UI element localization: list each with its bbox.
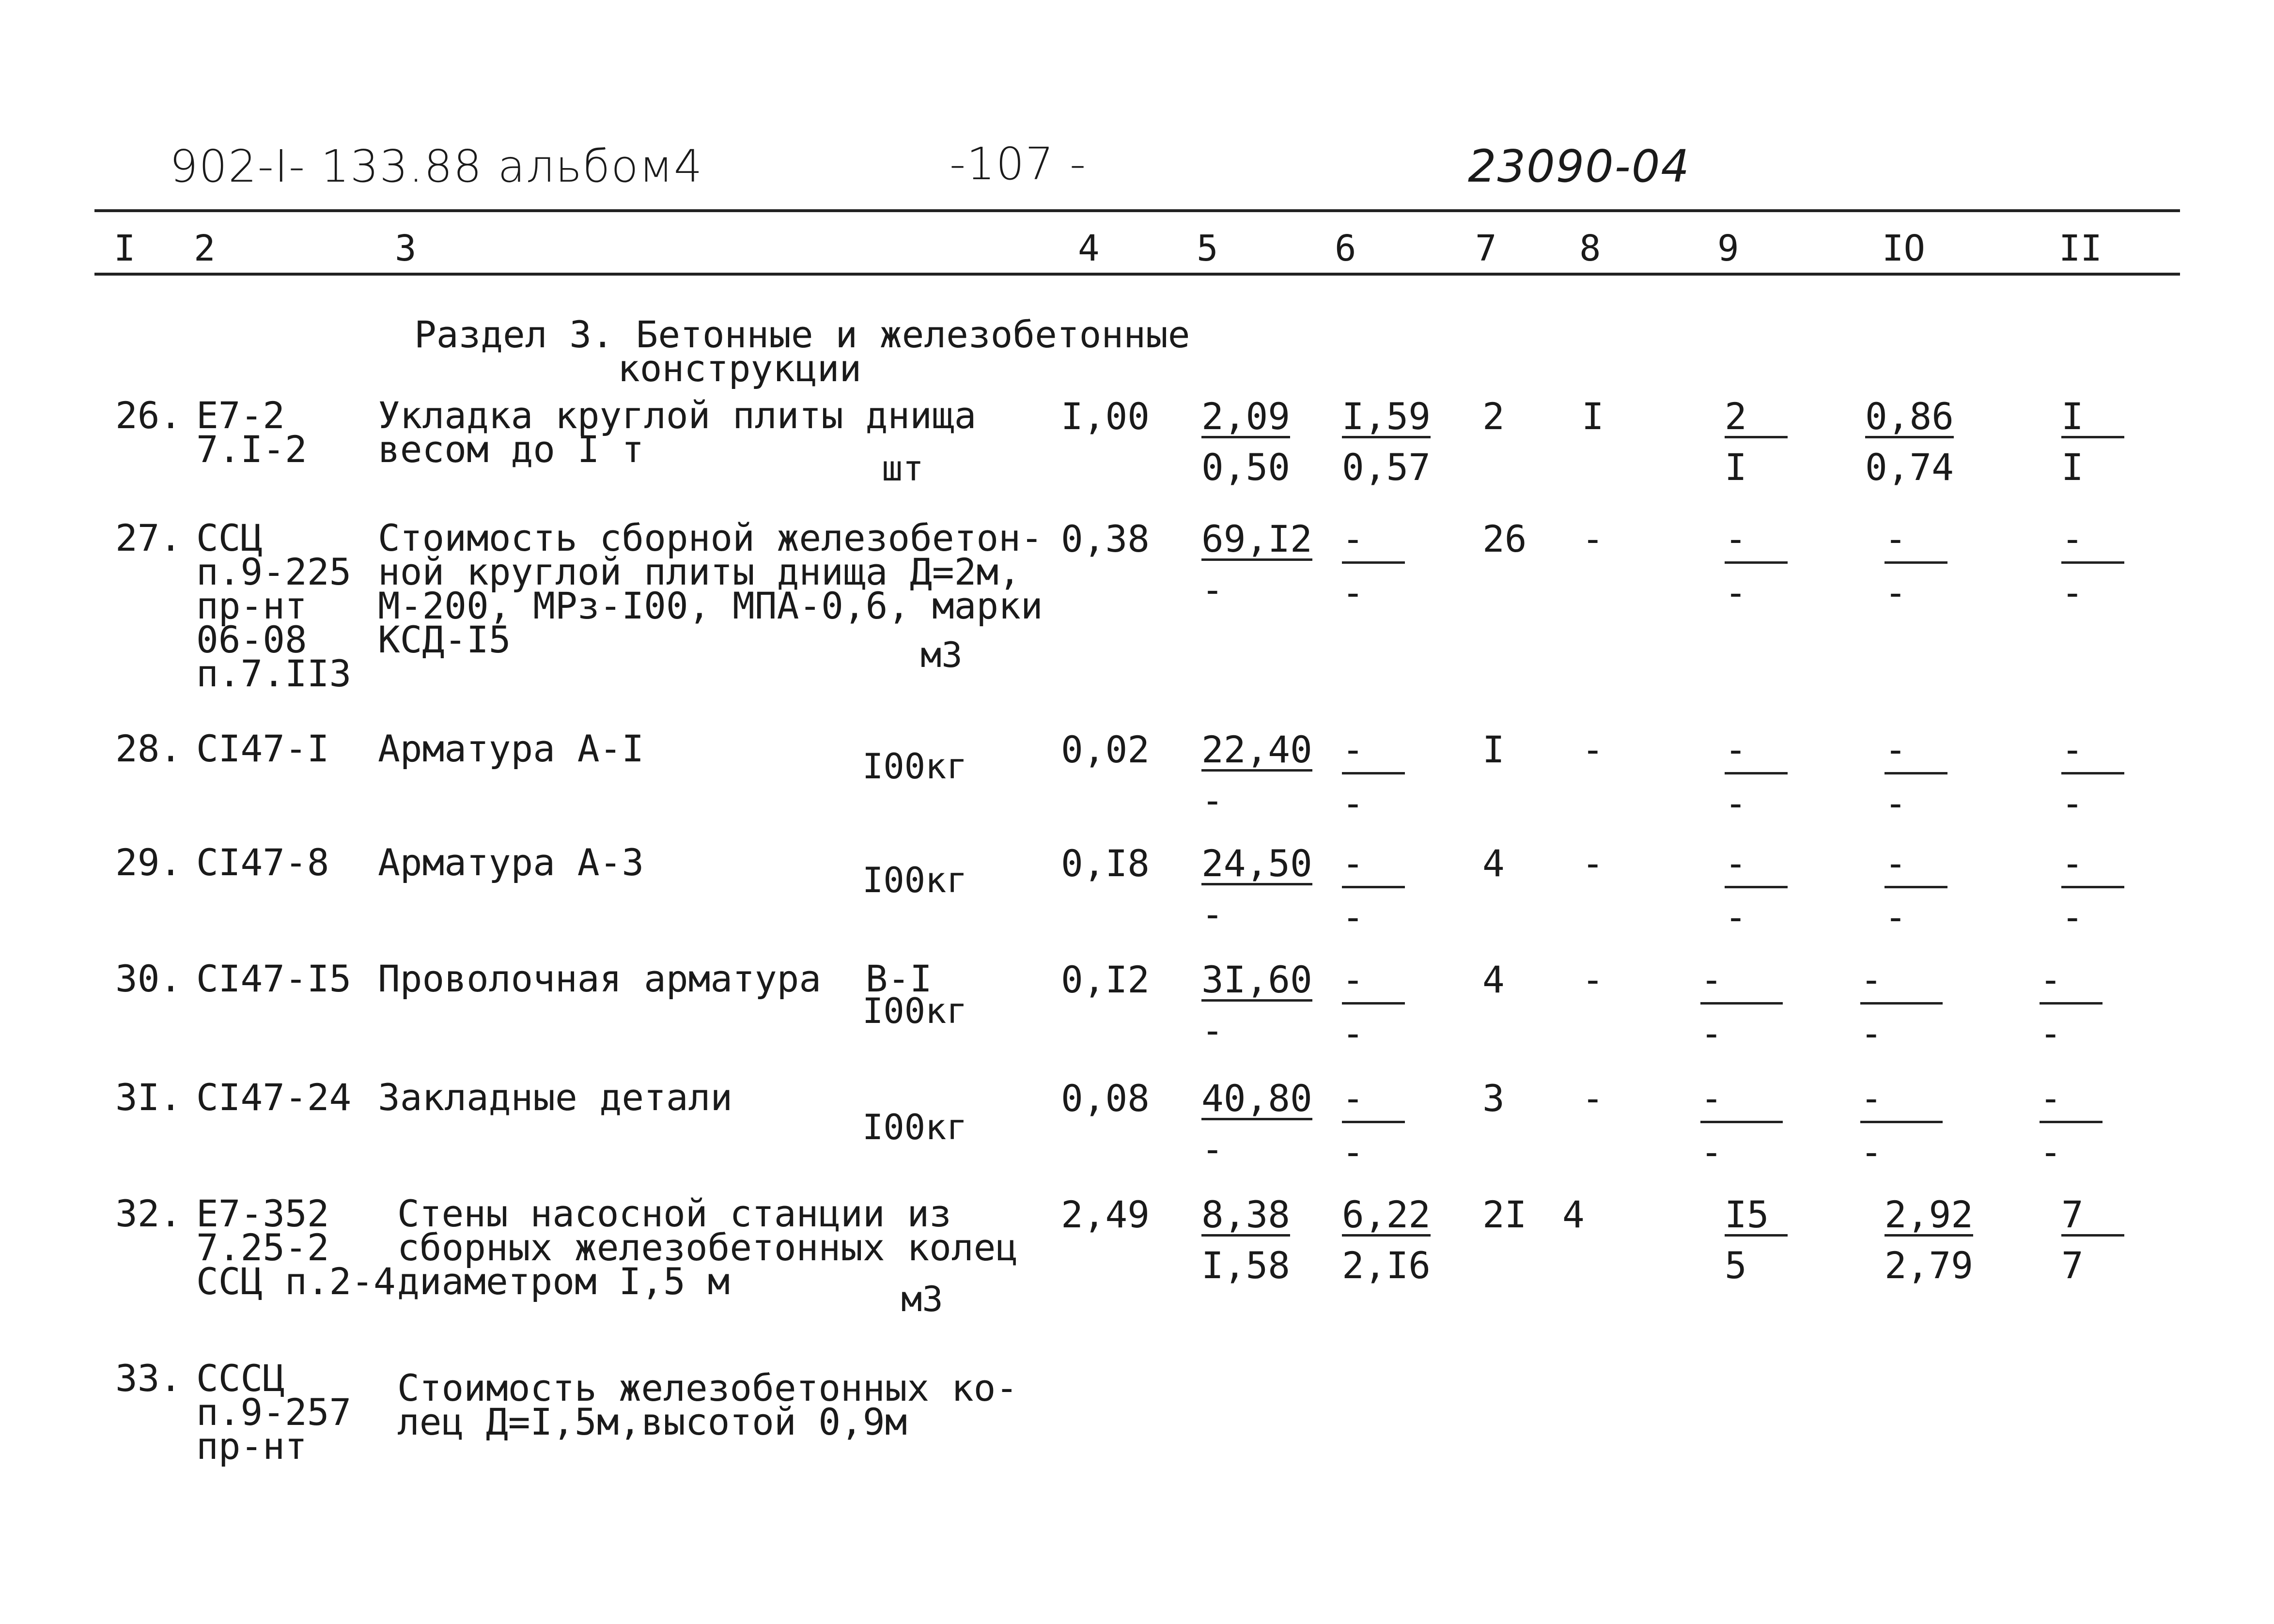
row-description: сборных железобетонных колец (397, 1226, 1018, 1269)
fraction-top: - (2061, 521, 2124, 564)
fraction-bottom: - (2061, 896, 2084, 939)
row-number: 33. (115, 1357, 182, 1400)
total-col-7: 4 (1482, 842, 1505, 885)
fraction-top: - (2040, 1080, 2103, 1123)
row-code: 7.25-2 (196, 1226, 329, 1269)
section-title: Раздел 3. Бетонные и железобетонные (414, 313, 1190, 356)
fraction-bottom: - (1201, 893, 1224, 936)
row-code: СССЦ (196, 1357, 285, 1400)
fraction-top: - (1342, 521, 1405, 564)
total-col-8: - (1582, 842, 1604, 885)
fraction-bottom: - (2061, 782, 2084, 825)
row-description: Арматура А-3 (378, 841, 644, 884)
header-top-rule (94, 209, 2180, 212)
fraction-top: 69,I2 (1201, 517, 1312, 560)
fraction-bottom: - (1342, 1130, 1364, 1174)
column-number: I (114, 228, 136, 269)
fraction-bottom: - (1342, 782, 1364, 825)
fraction-bottom: - (1201, 1009, 1224, 1052)
document-code: 902-I- 133.88 альбом4 (170, 140, 703, 192)
fraction-top: - (1700, 1080, 1783, 1123)
row-code: 7.I-2 (196, 428, 307, 471)
fraction-bottom: - (2061, 571, 2084, 614)
fraction-bottom: - (1201, 779, 1224, 822)
fraction-bottom: - (1201, 1128, 1224, 1171)
fraction-top: 24,50 (1201, 842, 1312, 885)
fraction-top: - (2061, 845, 2124, 888)
fraction-top: 6,22 (1342, 1193, 1431, 1236)
column-number: 7 (1475, 228, 1497, 269)
row-number: 32. (115, 1192, 182, 1235)
total-col-10 (1860, 1077, 1943, 1174)
row-code: ССЦ п.2-4 (196, 1260, 396, 1303)
quantity: 0,I8 (1061, 842, 1150, 885)
column-number: 5 (1197, 228, 1218, 269)
row-code: СI47-I5 (196, 957, 352, 1000)
unit-cost-2 (1342, 1077, 1405, 1174)
total-col-7: 3 (1482, 1077, 1505, 1120)
row-code: ССЦ (196, 516, 263, 559)
unit-cost (1201, 517, 1312, 611)
total-col-7: 26 (1482, 517, 1527, 560)
total-col-8: - (1582, 728, 1604, 771)
unit-cost (1201, 395, 1291, 489)
fraction-top: - (1725, 845, 1788, 888)
total-col-11 (2040, 1077, 2103, 1174)
header-bottom-rule (94, 273, 2180, 276)
total-col-11 (2061, 842, 2124, 939)
fraction-top: - (1342, 961, 1405, 1005)
fraction-top: 2,09 (1201, 395, 1291, 438)
row-code: 06-08 (196, 618, 307, 661)
fraction-top: 3I,60 (1201, 958, 1312, 1001)
total-col-7: 2 (1482, 395, 1505, 438)
fraction-bottom: 2,79 (1885, 1244, 1974, 1287)
row-unit: м3 (920, 634, 963, 675)
fraction-bottom: 2,I6 (1342, 1244, 1431, 1287)
unit-cost-2 (1342, 728, 1405, 825)
total-col-10 (1860, 958, 1943, 1055)
total-col-11 (2040, 958, 2103, 1055)
unit-cost (1201, 842, 1312, 936)
unit-cost-2 (1342, 517, 1405, 614)
total-col-9 (1725, 395, 1788, 489)
fraction-bottom: I,58 (1201, 1244, 1291, 1287)
total-col-10 (1885, 517, 1947, 614)
column-number: 3 (395, 228, 417, 269)
row-unit: шт (882, 448, 924, 489)
fraction-bottom: - (1725, 782, 1747, 825)
fraction-bottom: - (1885, 896, 1907, 939)
total-col-10 (1885, 842, 1947, 939)
row-code: Е7-2 (196, 394, 285, 437)
page-number: -107 - (950, 138, 1087, 190)
fraction-bottom: 0,74 (1865, 446, 1954, 489)
fraction-top: - (1342, 845, 1405, 888)
fraction-bottom: - (1342, 896, 1364, 939)
row-unit: I00кг (862, 990, 967, 1031)
row-number: 3I. (115, 1076, 182, 1119)
fraction-bottom: - (1725, 571, 1747, 614)
total-col-8: - (1582, 517, 1604, 560)
total-col-9 (1725, 842, 1788, 939)
fraction-top: 0,86 (1865, 395, 1954, 438)
row-description: весом до I т (378, 428, 644, 471)
fraction-top: - (1860, 961, 1943, 1005)
fraction-bottom: - (1860, 1012, 1883, 1055)
row-number: 29. (115, 841, 182, 884)
fraction-bottom: - (1860, 1130, 1883, 1174)
row-number: 26. (115, 394, 182, 437)
row-number: 28. (115, 727, 182, 770)
fraction-top: 8,38 (1201, 1193, 1291, 1236)
fraction-top: I,59 (1342, 395, 1431, 438)
column-number: 2 (194, 228, 216, 269)
row-description: Арматура А-I (378, 727, 644, 770)
row-number: 27. (115, 516, 182, 559)
quantity: 0,38 (1061, 517, 1150, 560)
fraction-top: 22,40 (1201, 728, 1312, 771)
total-col-7: 2I (1482, 1193, 1527, 1236)
fraction-top: - (2061, 731, 2124, 774)
fraction-bottom: - (1725, 896, 1747, 939)
fraction-top: - (1725, 731, 1788, 774)
row-description: Стоимость сборной железобетон- (378, 516, 1043, 559)
unit-cost (1201, 1077, 1312, 1171)
fraction-top: 2 (1725, 398, 1788, 438)
fraction-bottom: - (1342, 571, 1364, 614)
row-description: КСД-I5 (378, 618, 511, 661)
total-col-9 (1725, 728, 1788, 825)
total-col-10 (1885, 1193, 1974, 1287)
fraction-top: - (1885, 731, 1947, 774)
fraction-bottom: - (1342, 1012, 1364, 1055)
row-code: п.7.II3 (196, 652, 352, 695)
row-description: лец Д=I,5м,высотой 0,9м (397, 1400, 907, 1443)
column-number: II (2059, 228, 2103, 269)
total-col-10 (1885, 728, 1947, 825)
fraction-bottom: - (1885, 571, 1907, 614)
total-col-7: I (1482, 728, 1505, 771)
row-unit: I00кг (862, 1107, 967, 1147)
row-unit: I00кг (862, 746, 967, 787)
row-code: п.9-225 (196, 550, 352, 593)
total-col-9 (1725, 1193, 1788, 1287)
unit-cost-2 (1342, 395, 1431, 489)
fraction-top: - (1885, 845, 1947, 888)
total-col-11 (2061, 1193, 2124, 1287)
unit-cost (1201, 958, 1312, 1052)
total-col-8: - (1582, 1077, 1604, 1120)
row-description: Стены насосной станции из (397, 1192, 951, 1235)
row-description: Закладные детали (378, 1076, 733, 1119)
total-col-8: 4 (1562, 1193, 1585, 1236)
row-description: Стоимость железобетонных ко- (397, 1366, 1018, 1409)
row-code: СI47-24 (196, 1076, 352, 1119)
fraction-bottom: - (1700, 1012, 1723, 1055)
fraction-top: I5 (1725, 1196, 1788, 1237)
row-code: Е7-352 (196, 1192, 329, 1235)
fraction-bottom: - (2040, 1012, 2062, 1055)
column-number: 6 (1335, 228, 1356, 269)
row-number: 30. (115, 957, 182, 1000)
row-code: СI47-I (196, 727, 329, 770)
fraction-bottom: - (2040, 1130, 2062, 1174)
fraction-bottom: - (1885, 782, 1907, 825)
column-number: IO (1882, 228, 1926, 269)
row-description: М-200, МРз-I00, МПА-0,6, марки (378, 584, 1043, 627)
unit-cost-2 (1342, 958, 1405, 1055)
fraction-bottom: I (2061, 446, 2084, 489)
row-description: Укладка круглой плиты днища (378, 394, 977, 437)
total-col-7: 4 (1482, 958, 1505, 1001)
section-title-continued: конструкции (618, 347, 862, 390)
total-col-8: I (1582, 395, 1604, 438)
fraction-top: - (1342, 731, 1405, 774)
quantity: 0,02 (1061, 728, 1150, 771)
fraction-bottom: 5 (1725, 1244, 1747, 1287)
row-unit: I00кг (862, 860, 967, 900)
fraction-bottom: - (1201, 568, 1224, 611)
unit-cost (1201, 1193, 1291, 1287)
fraction-top: - (2040, 961, 2103, 1005)
total-col-9 (1700, 958, 1783, 1055)
row-unit: м3 (901, 1279, 943, 1319)
fraction-top: - (1725, 521, 1788, 564)
column-number: 4 (1078, 228, 1100, 269)
column-number: 8 (1579, 228, 1601, 269)
total-col-10 (1865, 395, 1954, 489)
fraction-bottom: 0,50 (1201, 446, 1291, 489)
fraction-bottom: I (1725, 446, 1747, 489)
row-description: диаметром I,5 м (397, 1260, 730, 1303)
column-number: 9 (1717, 228, 1739, 269)
row-code: п.9-257 (196, 1391, 352, 1434)
total-col-11 (2061, 728, 2124, 825)
total-col-8: - (1582, 958, 1604, 1001)
fraction-top: - (1342, 1080, 1405, 1123)
fraction-top: 40,80 (1201, 1077, 1312, 1120)
fraction-bottom: 7 (2061, 1244, 2084, 1287)
unit-cost (1201, 728, 1312, 822)
total-col-9 (1725, 517, 1788, 614)
row-description: ной круглой плиты днища Д=2м, (378, 550, 1021, 593)
fraction-top: - (1700, 961, 1783, 1005)
fraction-top: - (1860, 1080, 1943, 1123)
fraction-bottom: 0,57 (1342, 446, 1431, 489)
fraction-top: 7 (2061, 1196, 2124, 1237)
quantity: 2,49 (1061, 1193, 1150, 1236)
row-description: Проволочная арматура В-I (378, 957, 932, 1000)
row-code: пр-нт (196, 1424, 307, 1468)
fraction-top: 2,92 (1885, 1193, 1974, 1236)
row-code: пр-нт (196, 584, 307, 627)
unit-cost-2 (1342, 1193, 1431, 1287)
quantity: I,00 (1061, 395, 1150, 438)
total-col-11 (2061, 395, 2124, 489)
archive-number: 23090-04 (1468, 140, 1690, 192)
fraction-top: - (1885, 521, 1947, 564)
fraction-top: I (2061, 398, 2124, 438)
quantity: 0,08 (1061, 1077, 1150, 1120)
unit-cost-2 (1342, 842, 1405, 939)
quantity: 0,I2 (1061, 958, 1150, 1001)
total-col-11 (2061, 517, 2124, 614)
total-col-9 (1700, 1077, 1783, 1174)
fraction-bottom: - (1700, 1130, 1723, 1174)
row-code: СI47-8 (196, 841, 329, 884)
